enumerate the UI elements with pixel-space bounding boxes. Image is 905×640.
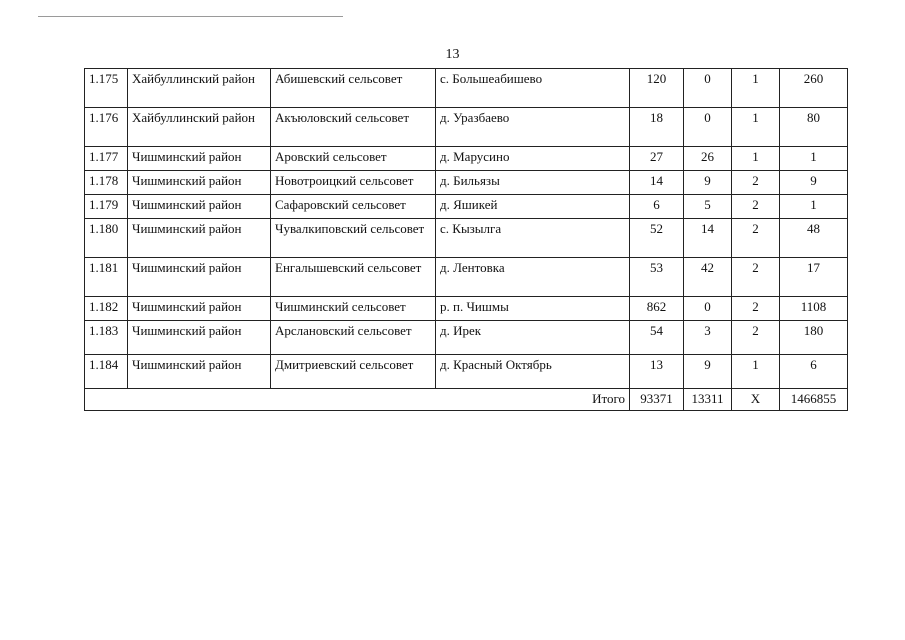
settlement-cell: с. Кызылга: [436, 219, 630, 258]
settlement-cell: д. Марусино: [436, 147, 630, 171]
council-cell: Чувалкиповский сельсовет: [271, 219, 436, 258]
value-cell-3: 2: [732, 219, 780, 258]
table-row: [85, 171, 848, 195]
district-cell: Чишминский район: [128, 219, 271, 258]
row-number: 1.184: [85, 355, 128, 389]
settlement-cell: д. Лентовка: [436, 258, 630, 297]
row-number: 1.176: [85, 108, 128, 147]
settlement-cell: д. Ирек: [436, 321, 630, 355]
district-cell: Чишминский район: [128, 147, 271, 171]
council-cell: Аровский сельсовет: [271, 147, 436, 171]
value-cell-3: 2: [732, 195, 780, 219]
value-cell-3: 2: [732, 258, 780, 297]
value-cell-4: 80: [780, 108, 848, 147]
table-row: [85, 297, 848, 321]
value-cell-1: 52: [630, 219, 684, 258]
value-cell-2: 0: [684, 108, 732, 147]
district-cell: Чишминский район: [128, 297, 271, 321]
table-row: [85, 355, 848, 389]
council-cell: Сафаровский сельсовет: [271, 195, 436, 219]
district-cell: Хайбуллинский район: [128, 69, 271, 108]
district-cell: Чишминский район: [128, 355, 271, 389]
district-cell: Хайбуллинский район: [128, 108, 271, 147]
total-value-2: 13311: [684, 389, 732, 411]
row-number: 1.178: [85, 171, 128, 195]
value-cell-4: 260: [780, 69, 848, 108]
council-cell: Новотроицкий сельсовет: [271, 171, 436, 195]
value-cell-2: 42: [684, 258, 732, 297]
settlement-cell: с. Большеабишево: [436, 69, 630, 108]
district-cell: Чишминский район: [128, 321, 271, 355]
value-cell-4: 48: [780, 219, 848, 258]
value-cell-2: 3: [684, 321, 732, 355]
row-number: 1.177: [85, 147, 128, 171]
council-cell: Дмитриевский сельсовет: [271, 355, 436, 389]
value-cell-1: 54: [630, 321, 684, 355]
value-cell-2: 26: [684, 147, 732, 171]
value-cell-1: 6: [630, 195, 684, 219]
table-row: [85, 69, 848, 108]
value-cell-4: 17: [780, 258, 848, 297]
value-cell-2: 9: [684, 355, 732, 389]
table-row: [85, 147, 848, 171]
total-row: [85, 389, 848, 411]
value-cell-4: 180: [780, 321, 848, 355]
total-value-3: Х: [732, 389, 780, 411]
settlement-cell: д. Уразбаево: [436, 108, 630, 147]
district-cell: Чишминский район: [128, 195, 271, 219]
value-cell-1: 14: [630, 171, 684, 195]
value-cell-3: 1: [732, 108, 780, 147]
value-cell-3: 1: [732, 69, 780, 108]
value-cell-1: 862: [630, 297, 684, 321]
council-cell: Абишевский сельсовет: [271, 69, 436, 108]
page-number: 13: [445, 47, 460, 62]
row-number: 1.182: [85, 297, 128, 321]
settlement-cell: д. Яшикей: [436, 195, 630, 219]
value-cell-1: 13: [630, 355, 684, 389]
value-cell-2: 0: [684, 69, 732, 108]
council-cell: Акъюловский сельсовет: [271, 108, 436, 147]
settlement-cell: р. п. Чишмы: [436, 297, 630, 321]
value-cell-3: 2: [732, 297, 780, 321]
table-row: [85, 195, 848, 219]
council-cell: Арслановский сельсовет: [271, 321, 436, 355]
settlement-cell: д. Красный Октябрь: [436, 355, 630, 389]
row-number: 1.183: [85, 321, 128, 355]
value-cell-3: 1: [732, 355, 780, 389]
value-cell-2: 9: [684, 171, 732, 195]
value-cell-3: 2: [732, 321, 780, 355]
value-cell-1: 53: [630, 258, 684, 297]
row-number: 1.175: [85, 69, 128, 108]
value-cell-2: 0: [684, 297, 732, 321]
district-cell: Чишминский район: [128, 171, 271, 195]
district-cell: Чишминский район: [128, 258, 271, 297]
council-cell: Енгалышевский сельсовет: [271, 258, 436, 297]
value-cell-1: 18: [630, 108, 684, 147]
total-value-1: 93371: [630, 389, 684, 411]
table-row: [85, 321, 848, 355]
value-cell-4: 1108: [780, 297, 848, 321]
value-cell-3: 1: [732, 147, 780, 171]
row-number: 1.181: [85, 258, 128, 297]
value-cell-4: 1: [780, 195, 848, 219]
value-cell-4: 6: [780, 355, 848, 389]
scan-artifact-line: [38, 16, 343, 17]
value-cell-3: 2: [732, 171, 780, 195]
value-cell-2: 5: [684, 195, 732, 219]
row-number: 1.179: [85, 195, 128, 219]
value-cell-1: 120: [630, 69, 684, 108]
value-cell-1: 27: [630, 147, 684, 171]
council-cell: Чишминский сельсовет: [271, 297, 436, 321]
table-row: [85, 108, 848, 147]
settlements-table: [84, 68, 848, 411]
value-cell-2: 14: [684, 219, 732, 258]
value-cell-4: 9: [780, 171, 848, 195]
table-row: [85, 258, 848, 297]
row-number: 1.180: [85, 219, 128, 258]
total-value-4: 1466855: [780, 389, 848, 411]
value-cell-4: 1: [780, 147, 848, 171]
settlement-cell: д. Бильязы: [436, 171, 630, 195]
total-label: Итого: [85, 389, 630, 411]
table-row: [85, 219, 848, 258]
